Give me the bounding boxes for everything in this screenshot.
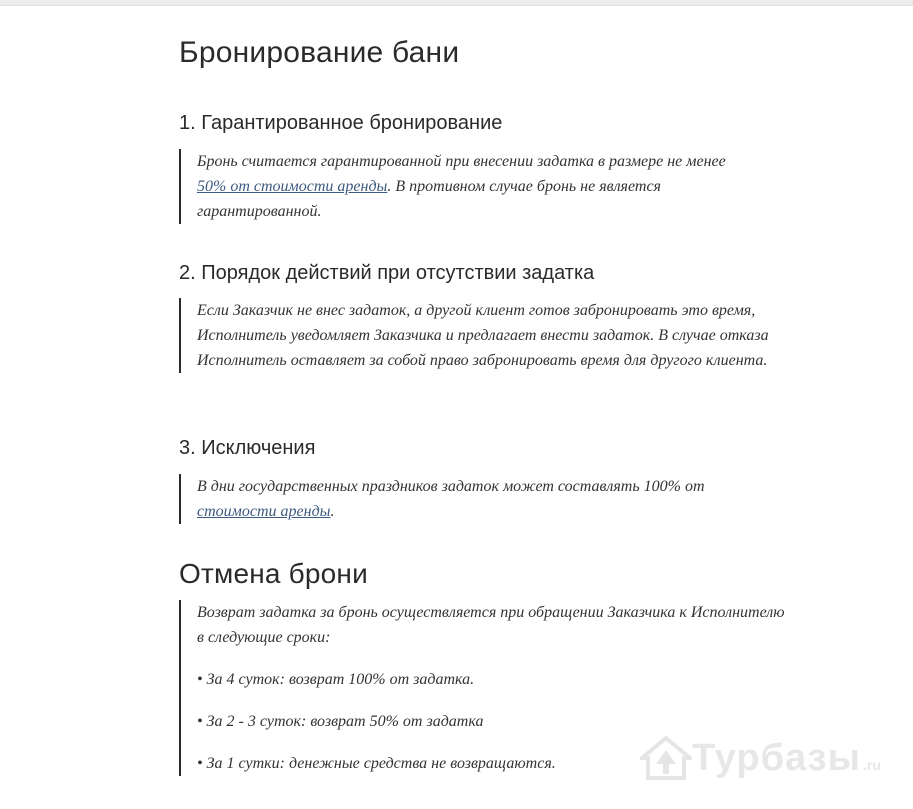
watermark-suffix: .ru (863, 757, 881, 773)
section-2-text: Если Заказчик не внес задаток, а другой клиент готов забронировать это время, Исполнитель уведомляет Заказчика и предлагает внести задаток. В случае отказа Исполнитель оставляет за собой право забронировать время для другого клиента. (197, 302, 769, 369)
section-3-text (197, 474, 787, 524)
section-3-quote (179, 474, 787, 524)
section-3-text-b: . (330, 503, 335, 520)
cancel-item: • За 2 - 3 суток: возврат 50% от задатка (197, 713, 484, 730)
section-1-text-a: Бронь считается гарантированной при внесении задатка в размере не менее (197, 153, 726, 170)
section-1-text-b: . В противном случае бронь не является гарантированной. (197, 178, 661, 220)
booking-title: Бронирование бани (179, 36, 460, 69)
section-1-title: 1. Гарантированное бронирование (179, 112, 503, 134)
rental-cost-link-2[interactable]: стоимости аренды (197, 503, 331, 520)
section-1-quote (179, 149, 787, 224)
cancel-item: • За 1 сутки: денежные средства не возвращаются. (197, 755, 556, 772)
rental-cost-link[interactable]: 50% от стоимости аренды (197, 178, 388, 195)
cancel-item: • За 4 суток: возврат 100% от задатка. (197, 671, 475, 688)
section-2-quote (179, 298, 787, 373)
section-1-text (197, 149, 787, 224)
watermark-text: Турбазы (692, 736, 862, 779)
turbazy-watermark (640, 736, 881, 780)
section-2-title: 2. Порядок действий при отсутствии задатка (179, 262, 595, 284)
house-logo-icon (640, 736, 692, 780)
section-3-text-a: В дни государственных праздников задаток может составлять 100% от (197, 478, 705, 495)
cancel-intro: Возврат задатка за бронь осуществляется при обращении Заказчика к Исполнителю в следующие сроки: (197, 604, 785, 646)
cancel-title: Отмена брони (179, 558, 368, 589)
top-border (0, 0, 913, 6)
section-3-title: 3. Исключения (179, 437, 316, 459)
